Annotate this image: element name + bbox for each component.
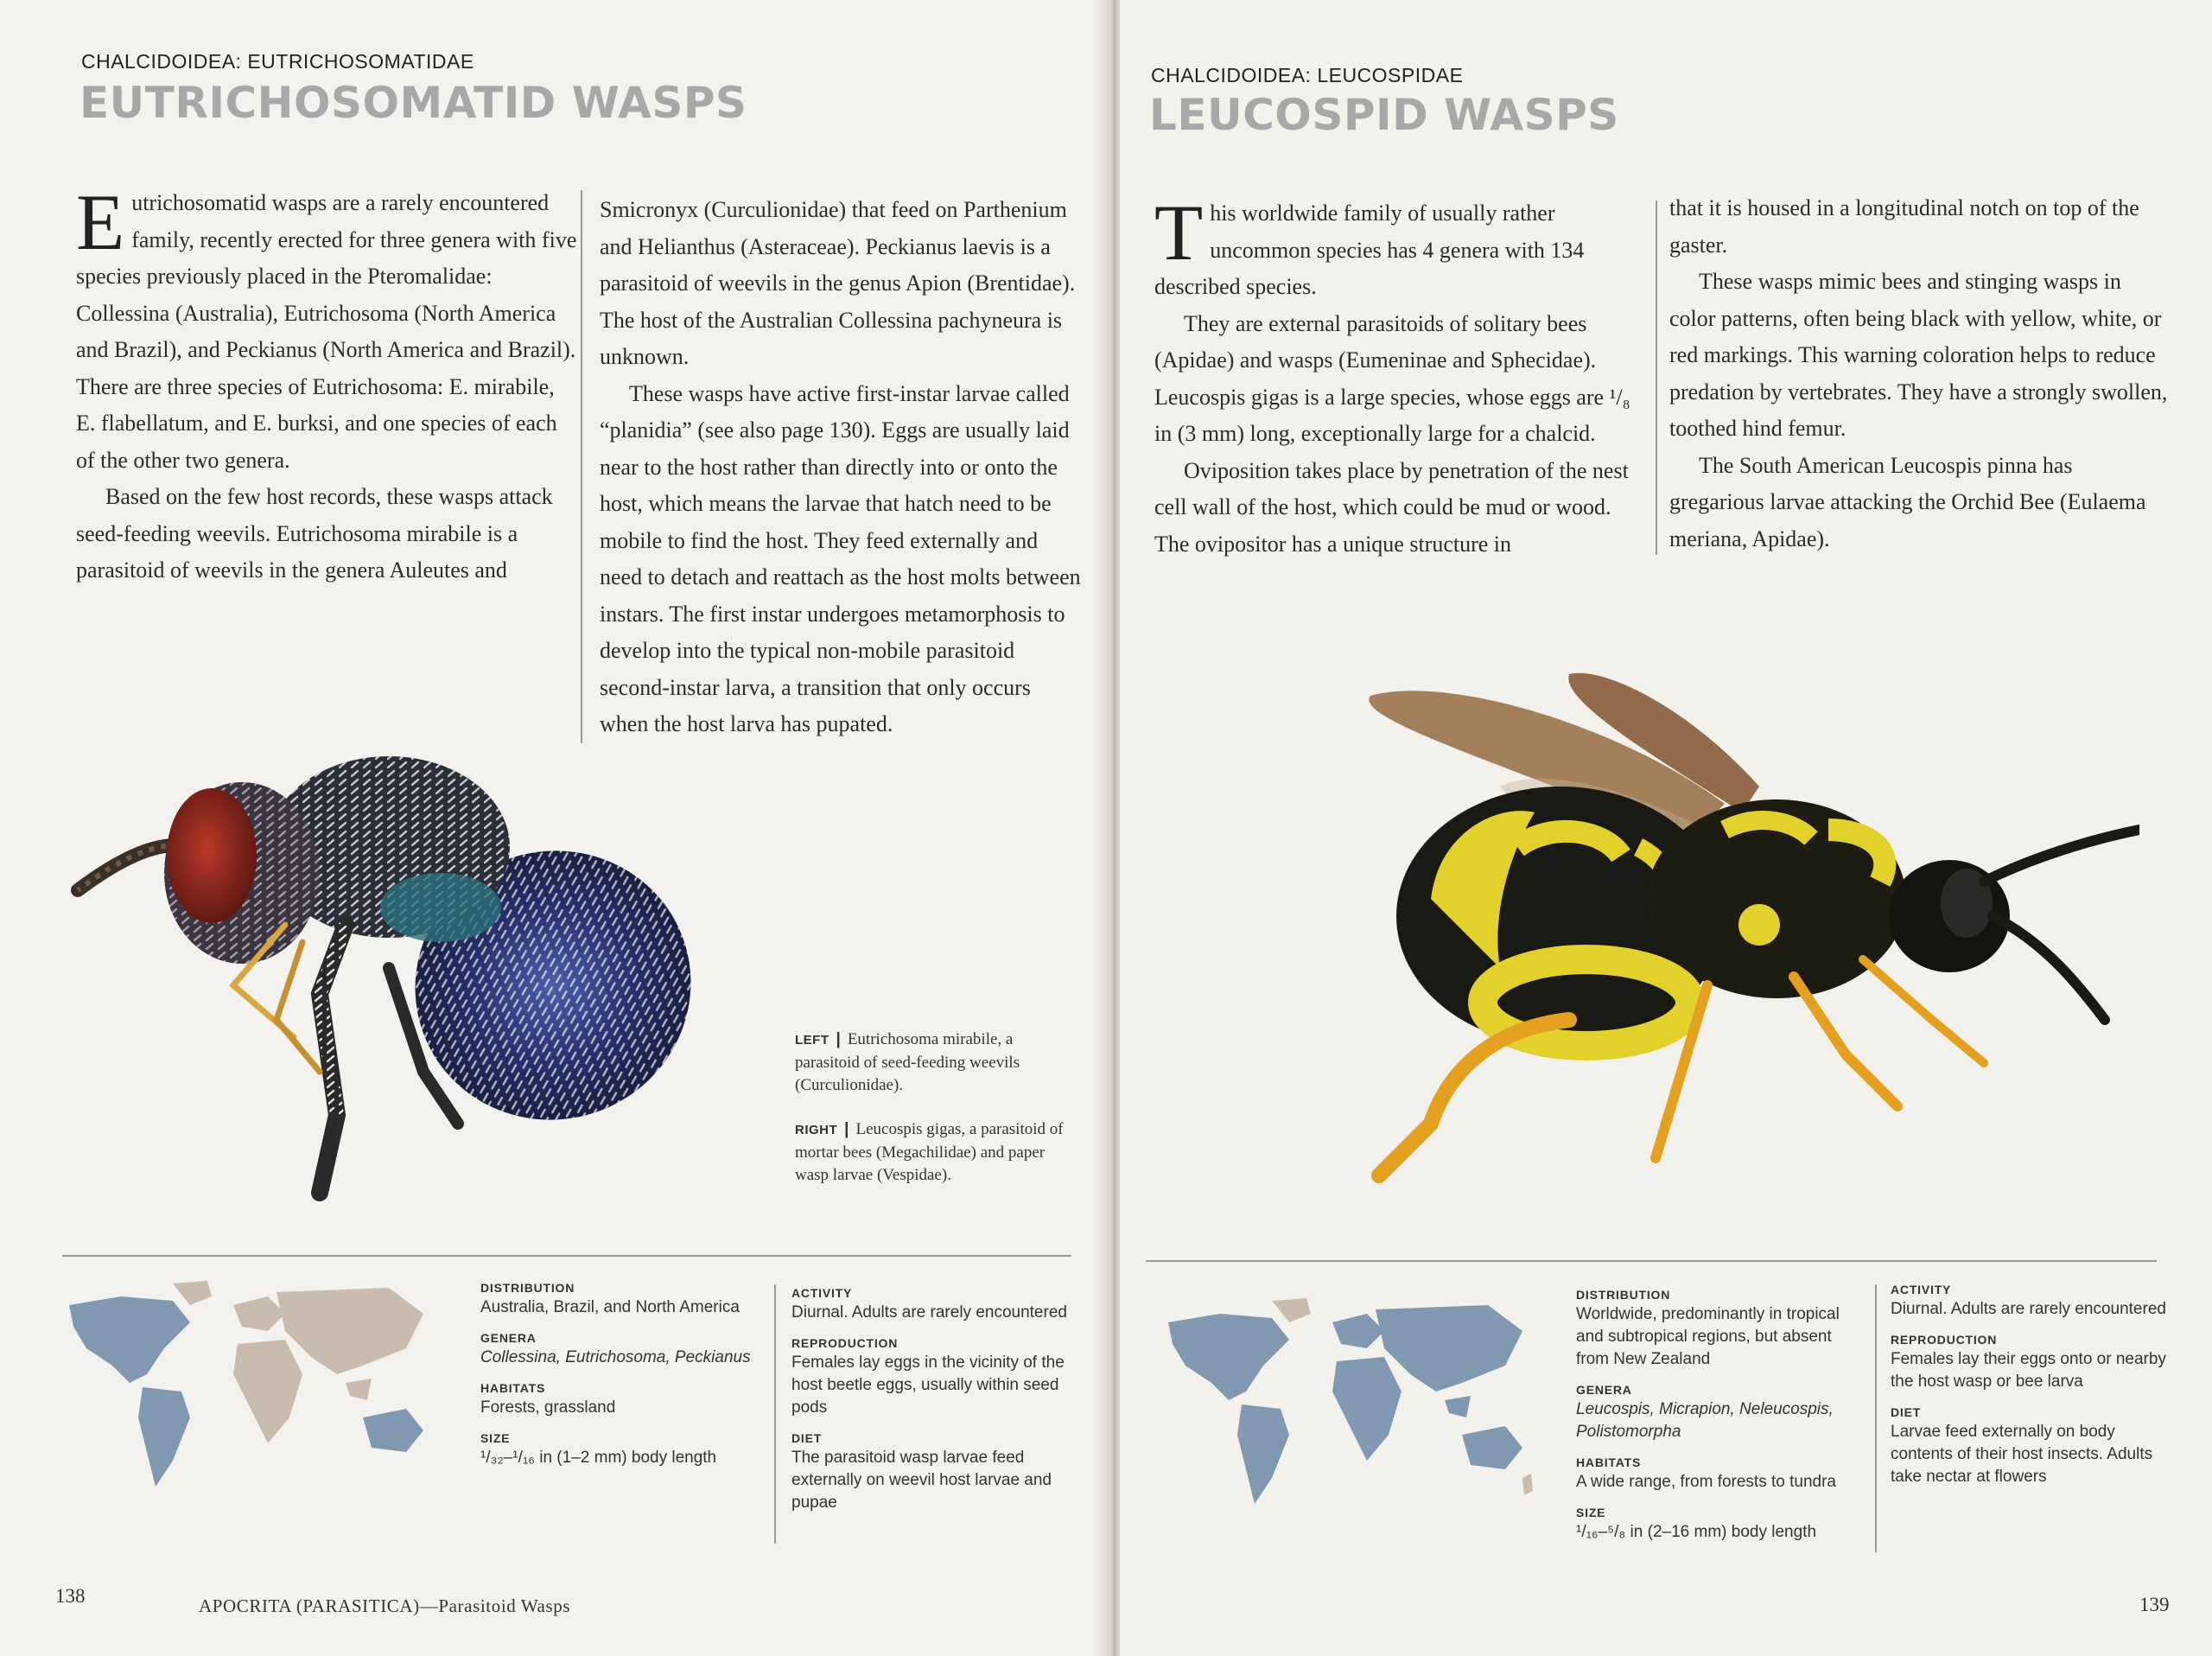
- right-col1-p1: his worldwide family of usually rather uncommon species has 4 genera with 134 described species.: [1154, 201, 1585, 299]
- right-dropcap: T: [1154, 188, 1204, 277]
- right-col1-p3: Oviposition takes place by penetration of the nest cell wall of the host, which could be mud or wood. The ovipositor has a unique structure in: [1154, 457, 1629, 557]
- left-body-col2: [600, 192, 1084, 743]
- right-kicker: CHALCIDOIDEA: LEUCOSPIDAE: [1151, 64, 1464, 86]
- left-facts-b: ACTIVITY Diurnal. Adults are rarely encountered REPRODUCTION Females lay eggs in the vicinity of the host beetle eggs, usually within seed pods DIET The parasitoid wasp larvae feed externally on weevil host larvae and pupae: [791, 1286, 1067, 1512]
- left-kicker: CHALCIDOIDEA: EUTRICHOSOMATIDAE: [81, 50, 474, 73]
- right-body-col1: [1154, 188, 1638, 563]
- left-distribution-map: [60, 1279, 441, 1495]
- leucospis-photo: [1275, 657, 2139, 1193]
- left-dropcap: E: [76, 178, 125, 266]
- right-distribution-map: [1160, 1296, 1540, 1521]
- caption-right: RIGHT | Leucospis gigas, a parasitoid of mortar bees (Megachilidae) and paper wasp larvae (Vespidae).: [795, 1120, 1064, 1184]
- right-col2-p3: The South American Leucospis pinna has gregarious larvae attacking the Orchid Bee (Eulaema meriana, Apidae).: [1669, 452, 2146, 551]
- left-col2-p1: Smicronyx (Curculionidae) that feed on Parthenium and Helianthus (Asteraceae). Peckianus laevis is a parasitoid of weevils in the genus Apion (Brentidae). The host of the Australian Collessina pachyneura is unknown.: [600, 197, 1076, 369]
- right-body-col2: [1669, 190, 2171, 557]
- right-column-rule: [1656, 201, 1657, 555]
- caption-left-label: LEFT: [795, 1033, 830, 1048]
- right-title: LEUCOSPID WASPS: [1149, 90, 1619, 140]
- right-page: [1120, 0, 2212, 1656]
- caption-left-text: Eutrichosoma mirabile, a parasitoid of seed-feeding weevils (Curculionidae).: [795, 1030, 1020, 1094]
- right-facts-a: DISTRIBUTION Worldwide, predominantly in tropical and subtropical regions, but absent from New Zealand GENERA Leucospis, Micrapion, Neleucospis, Polistomorpha HABITATS A wide range, from forests to tundra SIZE ¹/₁₆–⁵/₈ in (2–16 mm) body length: [1576, 1288, 1840, 1541]
- running-footer: APOCRITA (PARASITICA)—Parasitoid Wasps: [199, 1595, 571, 1616]
- left-facts-a: DISTRIBUTION Australia, Brazil, and North America GENERA Collessina, Eutrichosoma, Peckianus HABITATS Forests, grassland SIZE ¹/₃₂–¹/₁₆ in (1–2 mm) body length: [480, 1281, 751, 1467]
- right-col2-p2: These wasps mimic bees and stinging wasps in color patterns, often being black with yellow, white, or red markings. This warning coloration helps to reduce predation by vertebrates. They have a strongly swollen, toothed hind femur.: [1669, 269, 2168, 441]
- right-col2-p1: that it is housed in a longitudinal notch on top of the gaster.: [1669, 195, 2139, 258]
- left-title: EUTRICHOSOMATID WASPS: [79, 78, 747, 128]
- left-facts-rule: [774, 1284, 776, 1544]
- eutrichosoma-photo: [60, 709, 700, 1219]
- right-folio: 139: [2139, 1594, 2170, 1615]
- caption-right-label: RIGHT: [795, 1123, 838, 1137]
- left-col2-p2: These wasps have active first-instar larvae called “planidia” (see also page 130). Eggs are usually laid near to the host rather than directly into or onto the host, which means the larvae that hatch need to be mobile to find the host. They feed externally and need to detach and reattach as the host molts between instars. The first instar undergoes metamorphosis to develop into the typical non-mobile parasitoid second-instar larva, a transition that only occurs when the host larva has pupated.: [600, 380, 1081, 736]
- left-body-col1: [76, 178, 577, 589]
- caption-right-text: Leucospis gigas, a parasitoid of mortar bees (Megachilidae) and paper wasp larvae (Vespidae).: [795, 1120, 1064, 1184]
- left-column-rule: [581, 190, 582, 743]
- left-col1-p2: Based on the few host records, these wasps attack seed-feeding weevils. Eutrichosoma mirabile is a parasitoid of weevils in the genera Auleutes and: [76, 484, 553, 583]
- right-fact-rule: [1146, 1260, 2157, 1262]
- right-facts-b: ACTIVITY Diurnal. Adults are rarely encountered REPRODUCTION Females lay their eggs onto or nearby the host wasp or bee larva DIET Larvae feed externally on body contents of their host insects. Adults take nectar at flowers: [1891, 1283, 2166, 1486]
- right-facts-rule: [1875, 1284, 1877, 1552]
- caption-left: LEFT | Eutrichosoma mirabile, a parasitoid of seed-feeding weevils (Curculionidae).: [795, 1030, 1020, 1094]
- left-fact-rule: [62, 1255, 1071, 1257]
- right-col1-p2: They are external parasitoids of solitary bees (Apidae) and wasps (Eumeninae and Sphecidae). Leucospis gigas is a large species, whose eggs are ¹/₈ in (3 mm) long, exceptionally large for a chalcid.: [1154, 310, 1630, 446]
- left-folio: 138: [55, 1585, 86, 1607]
- left-col1-p1: utrichosomatid wasps are a rarely encountered family, recently erected for three genera with five species previously placed in the Pteromalidae: Collessina (Australia), Eutrichosoma (North America and Brazil), and Peckianus (North America and Brazil). There are three species of Eutrichosoma: E. mirabile, E. flabellatum, and E. burksi, and one species of each of the other two genera.: [76, 190, 577, 473]
